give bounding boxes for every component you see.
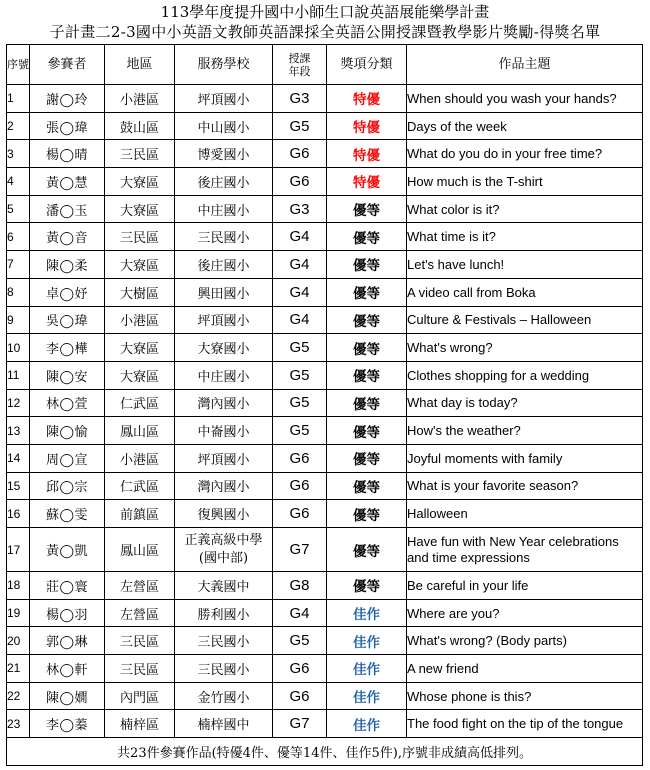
grade-level: G6 bbox=[273, 655, 327, 683]
table-row bbox=[7, 500, 643, 528]
header-district: 地區 bbox=[105, 45, 175, 85]
work-topic: Let's have lunch! bbox=[407, 251, 643, 279]
table-row bbox=[7, 444, 643, 472]
school: 中庄國小 bbox=[175, 195, 273, 223]
work-topic: How much is the T-shirt bbox=[407, 168, 643, 196]
row-number: 20 bbox=[7, 627, 30, 655]
row-number: 10 bbox=[7, 334, 30, 362]
work-topic: A video call from Boka bbox=[407, 278, 643, 306]
participant-name: 陳◯愉 bbox=[30, 417, 105, 445]
award-category: 優等 bbox=[327, 223, 407, 251]
work-topic: How's the weather? bbox=[407, 417, 643, 445]
row-number: 1 bbox=[7, 85, 30, 113]
participant-name: 莊◯寰 bbox=[30, 572, 105, 600]
district: 三民區 bbox=[105, 140, 175, 168]
school: 坪頂國小 bbox=[175, 306, 273, 334]
participant-name: 林◯萱 bbox=[30, 389, 105, 417]
row-number: 16 bbox=[7, 500, 30, 528]
table-row bbox=[7, 306, 643, 334]
participant-name: 張◯瑋 bbox=[30, 112, 105, 140]
table-row bbox=[7, 112, 643, 140]
work-topic: Have fun with New Year celebrations and time expressions bbox=[407, 528, 643, 572]
district: 左營區 bbox=[105, 599, 175, 627]
grade-level: G4 bbox=[273, 599, 327, 627]
participant-name: 卓◯妤 bbox=[30, 278, 105, 306]
district: 仁武區 bbox=[105, 472, 175, 500]
table-row bbox=[7, 528, 643, 572]
header-name: 參賽者 bbox=[30, 45, 105, 85]
district: 三民區 bbox=[105, 627, 175, 655]
row-number: 9 bbox=[7, 306, 30, 334]
school: 博愛國小 bbox=[175, 140, 273, 168]
school: 楠梓國中 bbox=[175, 710, 273, 738]
grade-level: G5 bbox=[273, 361, 327, 389]
table-row bbox=[7, 627, 643, 655]
award-category: 佳作 bbox=[327, 710, 407, 738]
grade-level: G5 bbox=[273, 627, 327, 655]
participant-name: 林◯軒 bbox=[30, 655, 105, 683]
school-line: 正義高級中學 bbox=[184, 532, 263, 548]
table-row bbox=[7, 85, 643, 113]
header-school: 服務學校 bbox=[175, 45, 273, 85]
school: 中山國小 bbox=[175, 112, 273, 140]
participant-name: 陳◯柔 bbox=[30, 251, 105, 279]
table-row bbox=[7, 655, 643, 683]
award-category: 優等 bbox=[327, 306, 407, 334]
award-category: 特優 bbox=[327, 85, 407, 113]
row-number: 22 bbox=[7, 682, 30, 710]
district: 三民區 bbox=[105, 223, 175, 251]
participant-name: 吳◯瑋 bbox=[30, 306, 105, 334]
table-row bbox=[7, 572, 643, 600]
header-award: 獎項分類 bbox=[327, 45, 407, 85]
work-topic: Whose phone is this? bbox=[407, 682, 643, 710]
district: 鼓山區 bbox=[105, 112, 175, 140]
district: 前鎮區 bbox=[105, 500, 175, 528]
school: 三民國小 bbox=[175, 627, 273, 655]
row-number: 6 bbox=[7, 223, 30, 251]
row-number: 2 bbox=[7, 112, 30, 140]
work-topic: What is your favorite season? bbox=[407, 472, 643, 500]
school: 三民國小 bbox=[175, 655, 273, 683]
table-row bbox=[7, 361, 643, 389]
district: 小港區 bbox=[105, 306, 175, 334]
school: 後庄國小 bbox=[175, 251, 273, 279]
work-topic: What's wrong? bbox=[407, 334, 643, 362]
participant-name: 邱◯宗 bbox=[30, 472, 105, 500]
row-number: 13 bbox=[7, 417, 30, 445]
participant-name: 郭◯琳 bbox=[30, 627, 105, 655]
grade-level: G6 bbox=[273, 682, 327, 710]
work-topic: Culture & Festivals – Halloween bbox=[407, 306, 643, 334]
work-topic: What do you do in your free time? bbox=[407, 140, 643, 168]
work-topic: When should you wash your hands? bbox=[407, 85, 643, 113]
grade-level: G6 bbox=[273, 444, 327, 472]
participant-name: 周◯宣 bbox=[30, 444, 105, 472]
table-row bbox=[7, 223, 643, 251]
district: 楠梓區 bbox=[105, 710, 175, 738]
award-category: 優等 bbox=[327, 444, 407, 472]
work-topic: A new friend bbox=[407, 655, 643, 683]
award-table bbox=[6, 44, 643, 766]
school: 興田國小 bbox=[175, 278, 273, 306]
grade-level: G3 bbox=[273, 195, 327, 223]
work-topic: Halloween bbox=[407, 500, 643, 528]
participant-name: 楊◯晴 bbox=[30, 140, 105, 168]
grade-level: G5 bbox=[273, 389, 327, 417]
school: 復興國小 bbox=[175, 500, 273, 528]
school: 中庄國小 bbox=[175, 361, 273, 389]
award-category: 優等 bbox=[327, 334, 407, 362]
grade-level: G5 bbox=[273, 334, 327, 362]
award-category: 優等 bbox=[327, 500, 407, 528]
work-topic: Where are you? bbox=[407, 599, 643, 627]
table-row bbox=[7, 599, 643, 627]
participant-name: 李◯蓁 bbox=[30, 710, 105, 738]
work-topic: Be careful in your life bbox=[407, 572, 643, 600]
grade-level: G6 bbox=[273, 472, 327, 500]
row-number: 8 bbox=[7, 278, 30, 306]
school: 大義國中 bbox=[175, 572, 273, 600]
grade-level: G4 bbox=[273, 306, 327, 334]
award-category: 優等 bbox=[327, 278, 407, 306]
table-header-row bbox=[7, 45, 643, 85]
award-category: 特優 bbox=[327, 168, 407, 196]
school: 灣內國小 bbox=[175, 389, 273, 417]
row-number: 7 bbox=[7, 251, 30, 279]
grade-level: G6 bbox=[273, 500, 327, 528]
award-category: 佳作 bbox=[327, 599, 407, 627]
award-category: 特優 bbox=[327, 112, 407, 140]
participant-name: 黃◯音 bbox=[30, 223, 105, 251]
table-row bbox=[7, 417, 643, 445]
table-row bbox=[7, 168, 643, 196]
table-row bbox=[7, 389, 643, 417]
participant-name: 潘◯玉 bbox=[30, 195, 105, 223]
row-number: 4 bbox=[7, 168, 30, 196]
grade-level: G4 bbox=[273, 251, 327, 279]
participant-name: 陳◯嫺 bbox=[30, 682, 105, 710]
row-number: 5 bbox=[7, 195, 30, 223]
row-number: 18 bbox=[7, 572, 30, 600]
district: 大寮區 bbox=[105, 195, 175, 223]
district: 鳳山區 bbox=[105, 417, 175, 445]
district: 大樹區 bbox=[105, 278, 175, 306]
grade-level: G7 bbox=[273, 710, 327, 738]
school: 坪頂國小 bbox=[175, 85, 273, 113]
award-category: 佳作 bbox=[327, 682, 407, 710]
work-topic: Joyful moments with family bbox=[407, 444, 643, 472]
table-row bbox=[7, 251, 643, 279]
participant-name: 黃◯慧 bbox=[30, 168, 105, 196]
participant-name: 黃◯凱 bbox=[30, 528, 105, 572]
school: 坪頂國小 bbox=[175, 444, 273, 472]
award-category: 優等 bbox=[327, 472, 407, 500]
work-topic: What's wrong? (Body parts) bbox=[407, 627, 643, 655]
district: 小港區 bbox=[105, 444, 175, 472]
table-row bbox=[7, 140, 643, 168]
school: 金竹國小 bbox=[175, 682, 273, 710]
table-row bbox=[7, 195, 643, 223]
district: 大寮區 bbox=[105, 251, 175, 279]
district: 大寮區 bbox=[105, 168, 175, 196]
award-category: 優等 bbox=[327, 195, 407, 223]
award-category: 特優 bbox=[327, 140, 407, 168]
work-topic: What day is today? bbox=[407, 389, 643, 417]
table-row bbox=[7, 710, 643, 738]
row-number: 12 bbox=[7, 389, 30, 417]
table-row bbox=[7, 334, 643, 362]
school-line: (國中部) bbox=[198, 550, 249, 566]
award-category: 優等 bbox=[327, 389, 407, 417]
table-row bbox=[7, 682, 643, 710]
school bbox=[175, 528, 273, 572]
work-topic: What time is it? bbox=[407, 223, 643, 251]
header-no: 序號 bbox=[7, 45, 30, 85]
school: 灣內國小 bbox=[175, 472, 273, 500]
table-footer-row bbox=[7, 738, 643, 766]
award-category: 優等 bbox=[327, 572, 407, 600]
award-category: 佳作 bbox=[327, 627, 407, 655]
school: 大寮國小 bbox=[175, 334, 273, 362]
district: 三民區 bbox=[105, 655, 175, 683]
row-number: 14 bbox=[7, 444, 30, 472]
award-category: 優等 bbox=[327, 417, 407, 445]
header-grade: 授課年段 bbox=[273, 45, 327, 85]
grade-level: G5 bbox=[273, 417, 327, 445]
row-number: 21 bbox=[7, 655, 30, 683]
work-topic: The food fight on the tip of the tongue bbox=[407, 710, 643, 738]
district: 大寮區 bbox=[105, 361, 175, 389]
school: 三民國小 bbox=[175, 223, 273, 251]
grade-level: G5 bbox=[273, 112, 327, 140]
participant-name: 蘇◯雯 bbox=[30, 500, 105, 528]
row-number: 23 bbox=[7, 710, 30, 738]
district: 內門區 bbox=[105, 682, 175, 710]
district: 小港區 bbox=[105, 85, 175, 113]
work-topic: Clothes shopping for a wedding bbox=[407, 361, 643, 389]
participant-name: 陳◯安 bbox=[30, 361, 105, 389]
header-topic: 作品主題 bbox=[407, 45, 643, 85]
document-subtitle: 子計畫二2-3國中小英語文教師英語課採全英語公開授課暨教學影片獎勵-得獎名單 bbox=[49, 23, 601, 41]
work-topic: What color is it? bbox=[407, 195, 643, 223]
table-row bbox=[7, 278, 643, 306]
award-category: 佳作 bbox=[327, 655, 407, 683]
grade-level: G3 bbox=[273, 85, 327, 113]
participant-name: 楊◯羽 bbox=[30, 599, 105, 627]
table-row bbox=[7, 472, 643, 500]
grade-level: G8 bbox=[273, 572, 327, 600]
school: 中崙國小 bbox=[175, 417, 273, 445]
school: 勝利國小 bbox=[175, 599, 273, 627]
grade-level: G6 bbox=[273, 168, 327, 196]
award-category: 優等 bbox=[327, 251, 407, 279]
work-topic: Days of the week bbox=[407, 112, 643, 140]
district: 大寮區 bbox=[105, 334, 175, 362]
row-number: 15 bbox=[7, 472, 30, 500]
participant-name: 李◯樺 bbox=[30, 334, 105, 362]
row-number: 19 bbox=[7, 599, 30, 627]
grade-level: G4 bbox=[273, 223, 327, 251]
award-category: 優等 bbox=[327, 361, 407, 389]
participant-name: 謝◯玲 bbox=[30, 85, 105, 113]
school: 後庄國小 bbox=[175, 168, 273, 196]
row-number: 17 bbox=[7, 528, 30, 572]
grade-level: G4 bbox=[273, 278, 327, 306]
footer-note: 共23件參賽作品(特優4件、優等14件、佳作5件),序號非成績高低排列。 bbox=[7, 738, 643, 766]
grade-level: G6 bbox=[273, 140, 327, 168]
award-category: 優等 bbox=[327, 528, 407, 572]
row-number: 11 bbox=[7, 361, 30, 389]
district: 仁武區 bbox=[105, 389, 175, 417]
document-title: 113學年度提升國中小師生口說英語展能樂學計畫 bbox=[160, 3, 490, 21]
district: 鳳山區 bbox=[105, 528, 175, 572]
grade-level: G7 bbox=[273, 528, 327, 572]
row-number: 3 bbox=[7, 140, 30, 168]
district: 左營區 bbox=[105, 572, 175, 600]
